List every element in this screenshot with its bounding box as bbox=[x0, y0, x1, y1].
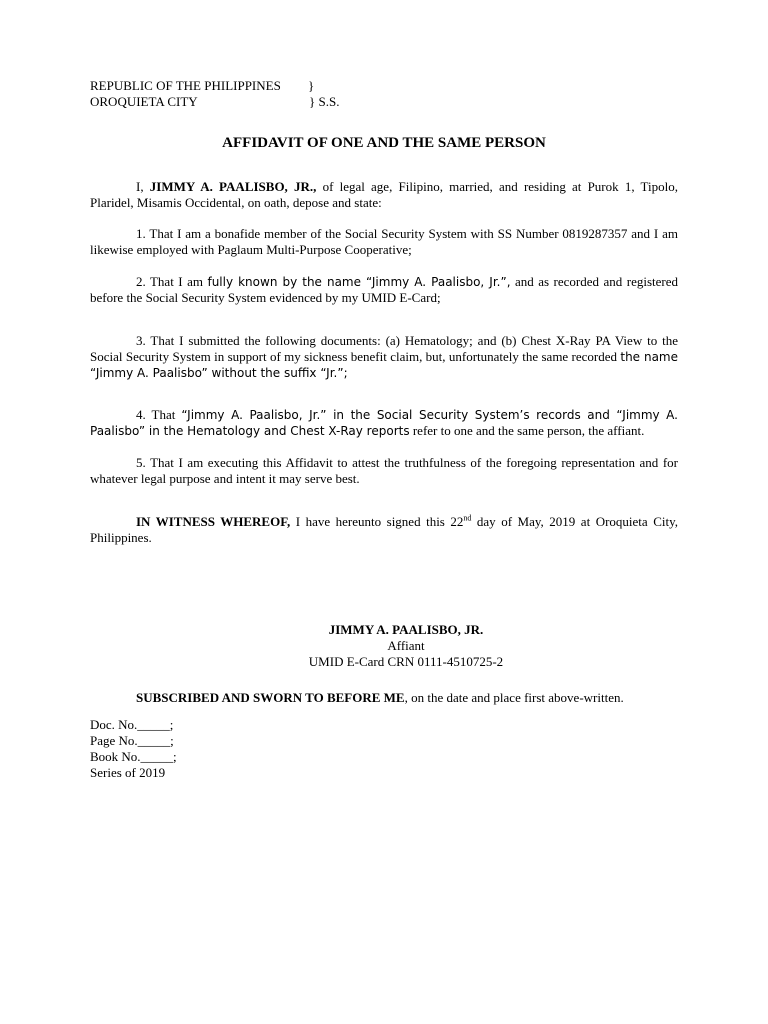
paragraph-2-start: 2. That I am bbox=[136, 274, 208, 289]
witness-paragraph bbox=[90, 514, 678, 546]
jurat-paragraph bbox=[90, 690, 678, 706]
paragraph-2-end: and as recorded and registered before the Social Security System evidenced by my UMID E-Card; bbox=[90, 274, 678, 305]
witness-ordinal: nd bbox=[463, 513, 472, 523]
series-year: Series of 2019 bbox=[90, 765, 166, 780]
affiant-name: JIMMY A. PAALISBO, JR., bbox=[149, 179, 317, 194]
intro-text: of legal age, Filipino, married, and residing at Purok 1, Tipolo, Plaridel, Misamis Occidental, on oath, depose and state: bbox=[90, 179, 678, 210]
witness-text-end: day of May, 2019 at Oroquieta City, Philippines. bbox=[90, 514, 678, 545]
paragraph-4-end: refer to one and the same person, the affiant. bbox=[409, 423, 645, 438]
paragraph-3-start: 3. That I submitted the following documents: (a) Hematology; and (b) Chest X-Ray PA View to the Social Security System in support of my sickness benefit claim, but, unfortunately the same recorded bbox=[90, 333, 678, 364]
venue-block bbox=[90, 78, 450, 110]
paragraph-4-names: “Jimmy A. Paalisbo, Jr.” in the Social Security System’s records and “Jimmy A. Paalisbo” in the Hematology and Chest X-Ray reports bbox=[90, 408, 678, 438]
signatory-id: UMID E-Card CRN 0111-4510725-2 bbox=[308, 654, 504, 669]
venue-country: REPUBLIC OF THE PHILIPPINES bbox=[90, 78, 281, 93]
witness-heading: IN WITNESS WHEREOF, bbox=[136, 514, 291, 529]
notarial-register bbox=[90, 717, 177, 781]
intro-paragraph bbox=[90, 179, 678, 211]
paragraph-1: 1. That I am a bonafide member of the Social Security System with SS Number 0819287357 and I am likewise employed with Paglaum Multi-Purpose Cooperative; bbox=[90, 226, 678, 257]
intro-prefix: I, bbox=[136, 179, 150, 194]
jurat-heading: SUBSCRIBED AND SWORN TO BEFORE ME bbox=[136, 690, 405, 705]
venue-line-city bbox=[90, 94, 450, 110]
venue-ss: } S.S. bbox=[309, 94, 340, 109]
venue-city: OROQUIETA CITY bbox=[90, 94, 198, 109]
paragraph-3 bbox=[90, 333, 678, 381]
book-number: Book No._____; bbox=[90, 749, 177, 764]
signature-block bbox=[0, 622, 768, 670]
page-number: Page No._____; bbox=[90, 733, 174, 748]
signatory-name: JIMMY A. PAALISBO, JR. bbox=[328, 622, 484, 637]
venue-brace: } bbox=[308, 78, 315, 93]
document-title: AFFIDAVIT OF ONE AND THE SAME PERSON bbox=[222, 135, 546, 151]
venue-line-country bbox=[90, 78, 450, 94]
jurat-text: , on the date and place first above-written. bbox=[404, 690, 624, 705]
paragraph-3-name: the name “Jimmy A. Paalisbo” without the suffix “Jr.”; bbox=[90, 350, 678, 380]
paragraph-5: 5. That I am executing this Affidavit to attest the truthfulness of the foregoing representation and for whatever legal purpose and intent it may serve best. bbox=[90, 455, 678, 486]
signatory-role: Affiant bbox=[387, 638, 425, 653]
paragraph-4-start: 4. That bbox=[136, 407, 182, 422]
paragraph-4 bbox=[90, 407, 678, 439]
doc-number: Doc. No._____; bbox=[90, 717, 174, 732]
witness-text-start: I have hereunto signed this 22 bbox=[290, 514, 464, 529]
paragraph-2-name: fully known by the name “Jimmy A. Paalisbo, Jr.”, bbox=[207, 275, 511, 289]
paragraph-2 bbox=[90, 274, 678, 306]
